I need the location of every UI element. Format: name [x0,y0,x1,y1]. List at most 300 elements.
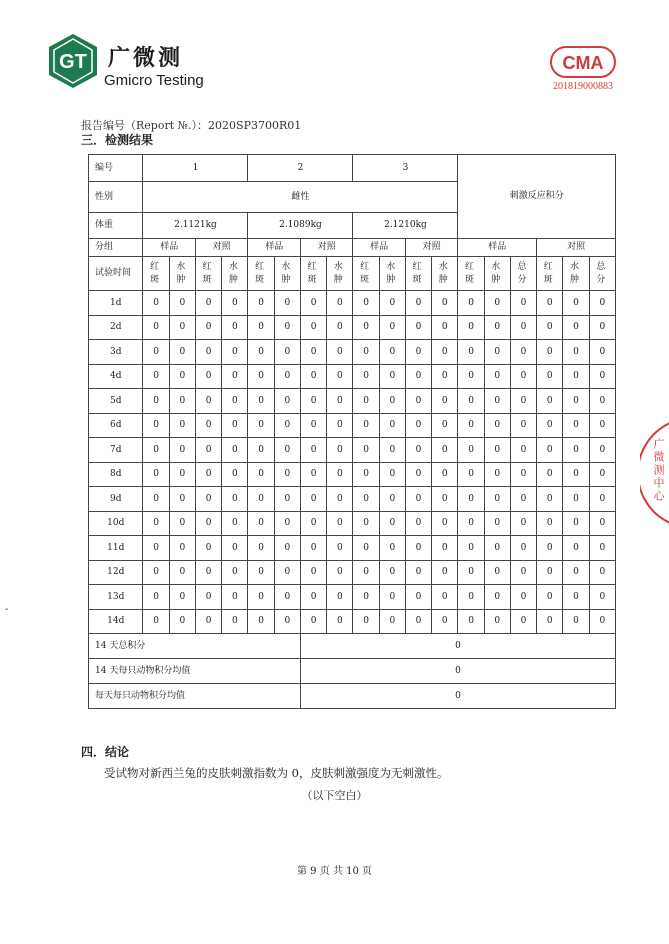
score-cell: 0 [510,585,536,610]
score-cell: 0 [405,364,431,389]
score-cell: 0 [353,315,379,340]
score-cell: 0 [222,389,248,414]
sub-header-erythema: 红斑 [353,257,379,291]
score-cell: 0 [353,511,379,536]
score-cell: 0 [274,609,300,634]
sub-header-erythema: 红斑 [195,257,221,291]
sub-header-total: 总分 [589,257,615,291]
day-label: 13d [89,585,143,610]
score-cell: 0 [537,315,563,340]
score-cell: 0 [510,609,536,634]
score-cell: 0 [589,291,615,316]
score-cell: 0 [432,291,458,316]
score-cell: 0 [510,389,536,414]
score-cell: 0 [248,609,274,634]
score-cell: 0 [589,389,615,414]
score-cell: 0 [195,487,221,512]
score-cell: 0 [248,438,274,463]
table-row [89,487,616,512]
group-sample: 样品 [458,239,537,257]
score-cell: 0 [537,438,563,463]
day-label: 3d [89,340,143,365]
day-label: 2d [89,315,143,340]
score-cell: 0 [510,413,536,438]
score-cell: 0 [537,462,563,487]
score-cell: 0 [484,413,510,438]
score-cell: 0 [379,389,405,414]
score-cell: 0 [484,462,510,487]
score-cell: 0 [143,315,169,340]
score-cell: 0 [405,536,431,561]
table-row [89,340,616,365]
score-cell: 0 [143,389,169,414]
cma-mark [548,44,618,80]
score-cell: 0 [563,291,589,316]
score-cell: 0 [432,487,458,512]
score-cell: 0 [458,364,484,389]
score-cell: 0 [484,609,510,634]
score-cell: 0 [379,315,405,340]
section-title-conclusion: 四．结论 [81,745,130,759]
score-cell: 0 [405,340,431,365]
score-cell: 0 [222,560,248,585]
group-control: 对照 [405,239,458,257]
score-cell: 0 [537,536,563,561]
sex-value: 雌性 [143,182,458,213]
score-cell: 0 [537,511,563,536]
score-cell: 0 [484,364,510,389]
sub-header-edema: 水肿 [169,257,195,291]
score-cell: 0 [484,340,510,365]
score-cell: 0 [353,438,379,463]
score-cell: 0 [222,511,248,536]
sub-header-edema: 水肿 [222,257,248,291]
score-cell: 0 [327,536,353,561]
score-cell: 0 [195,389,221,414]
score-cell: 0 [300,487,326,512]
score-cell: 0 [274,291,300,316]
score-cell: 0 [379,585,405,610]
score-cell: 0 [143,585,169,610]
score-cell: 0 [563,413,589,438]
score-cell: 0 [379,511,405,536]
score-cell: 0 [458,585,484,610]
day-label: 6d [89,413,143,438]
score-cell: 0 [379,413,405,438]
score-cell: 0 [563,315,589,340]
sub-header-edema: 水肿 [379,257,405,291]
score-cell: 0 [327,462,353,487]
score-cell: 0 [195,536,221,561]
score-cell: 0 [537,609,563,634]
score-cell: 0 [589,609,615,634]
score-cell: 0 [458,462,484,487]
score-cell: 0 [405,560,431,585]
score-cell: 0 [510,511,536,536]
score-cell: 0 [248,413,274,438]
score-cell: 0 [353,291,379,316]
score-cell: 0 [563,536,589,561]
score-cell: 0 [274,389,300,414]
score-cell: 0 [300,364,326,389]
score-cell: 0 [405,438,431,463]
score-cell: 0 [143,609,169,634]
score-cell: 0 [300,511,326,536]
score-cell: 0 [379,609,405,634]
score-cell: 0 [222,438,248,463]
sub-header-edema: 水肿 [563,257,589,291]
score-cell: 0 [248,487,274,512]
score-cell: 0 [222,413,248,438]
score-cell: 0 [169,438,195,463]
score-cell: 0 [274,536,300,561]
score-cell: 0 [169,389,195,414]
score-cell: 0 [353,536,379,561]
score-cell: 0 [353,487,379,512]
score-cell: 0 [510,291,536,316]
score-cell: 0 [222,487,248,512]
score-cell: 0 [379,340,405,365]
score-cell: 0 [327,340,353,365]
score-cell: 0 [195,560,221,585]
score-cell: 0 [169,609,195,634]
logo-letters: GT [59,51,87,73]
score-cell: 0 [405,609,431,634]
score-cell: 0 [274,413,300,438]
score-cell: 0 [537,364,563,389]
score-cell: 0 [484,438,510,463]
score-cell: 0 [248,585,274,610]
score-cell: 0 [353,462,379,487]
score-cell: 0 [300,340,326,365]
score-cell: 0 [274,511,300,536]
blank-note: （以下空白） [301,789,368,802]
section-title-results: 三．检测结果 [81,133,154,147]
conclusion-text: 受试物对新西兰兔的皮肤刺激指数为 0，皮肤刺激强度为无刺激性。 [104,766,449,780]
header-sex-label: 性别 [89,182,143,213]
summary-value: 0 [300,634,615,659]
score-cell: 0 [458,438,484,463]
score-cell: 0 [432,364,458,389]
score-cell: 0 [563,585,589,610]
table-row [89,413,616,438]
score-cell: 0 [248,389,274,414]
group-control: 对照 [300,239,353,257]
score-cell: 0 [327,413,353,438]
animal-weight: 2.1210kg [353,213,458,239]
score-cell: 0 [195,438,221,463]
score-cell: 0 [300,291,326,316]
score-cell: 0 [458,315,484,340]
score-cell: 0 [327,560,353,585]
score-cell: 0 [353,609,379,634]
score-cell: 0 [432,438,458,463]
score-cell: 0 [484,389,510,414]
score-cell: 0 [248,560,274,585]
day-label: 14d [89,609,143,634]
animal-weight: 2.1089kg [248,213,353,239]
score-cell: 0 [432,585,458,610]
score-cell: 0 [510,536,536,561]
score-cell: 0 [327,609,353,634]
score-cell: 0 [484,585,510,610]
score-cell: 0 [537,389,563,414]
sub-header-erythema: 红斑 [537,257,563,291]
score-cell: 0 [458,609,484,634]
table-row [89,389,616,414]
score-cell: 0 [143,340,169,365]
score-cell: 0 [222,340,248,365]
animal-id: 1 [143,155,248,182]
score-cell: 0 [589,560,615,585]
score-cell: 0 [379,438,405,463]
score-cell: 0 [405,291,431,316]
score-cell: 0 [274,438,300,463]
score-cell: 0 [169,291,195,316]
score-cell: 0 [248,340,274,365]
score-cell: 0 [274,487,300,512]
score-header: 刺激反应积分 [458,155,616,239]
score-cell: 0 [169,364,195,389]
header-id-label: 编号 [89,155,143,182]
score-cell: 0 [327,438,353,463]
score-cell: 0 [327,511,353,536]
page-number: 第 9 页 共 10 页 [297,866,372,877]
score-cell: 0 [143,438,169,463]
score-cell: 0 [432,340,458,365]
score-cell: 0 [458,389,484,414]
score-cell: 0 [432,511,458,536]
score-cell: 0 [169,413,195,438]
score-cell: 0 [327,585,353,610]
score-cell: 0 [563,462,589,487]
table-row [89,511,616,536]
score-cell: 0 [563,340,589,365]
margin-mark: - [5,604,9,615]
score-cell: 0 [327,389,353,414]
summary-row [89,659,616,684]
score-cell: 0 [274,585,300,610]
score-cell: 0 [484,291,510,316]
score-cell: 0 [379,364,405,389]
score-cell: 0 [432,609,458,634]
group-sample: 样品 [353,239,405,257]
score-cell: 0 [222,536,248,561]
summary-value: 0 [300,684,615,709]
score-cell: 0 [510,364,536,389]
score-cell: 0 [353,364,379,389]
sub-header-edema: 水肿 [484,257,510,291]
score-cell: 0 [222,585,248,610]
score-cell: 0 [589,340,615,365]
group-control: 对照 [537,239,616,257]
score-cell: 0 [510,438,536,463]
group-sample: 样品 [143,239,195,257]
score-cell: 0 [353,389,379,414]
score-cell: 0 [143,536,169,561]
score-cell: 0 [169,315,195,340]
summary-row [89,684,616,709]
score-cell: 0 [589,364,615,389]
score-cell: 0 [222,291,248,316]
score-cell: 0 [300,609,326,634]
group-sample: 样品 [248,239,300,257]
score-cell: 0 [248,511,274,536]
score-cell: 0 [222,462,248,487]
score-cell: 0 [379,462,405,487]
day-label: 5d [89,389,143,414]
score-cell: 0 [589,462,615,487]
score-cell: 0 [510,487,536,512]
sub-header-edema: 水肿 [274,257,300,291]
score-cell: 0 [458,413,484,438]
summary-label: 每天每只动物积分均值 [89,684,301,709]
score-cell: 0 [563,487,589,512]
score-cell: 0 [379,487,405,512]
table-row [89,462,616,487]
table-row [89,560,616,585]
score-cell: 0 [300,585,326,610]
score-cell: 0 [274,364,300,389]
score-cell: 0 [143,560,169,585]
score-cell: 0 [379,291,405,316]
score-cell: 0 [563,511,589,536]
score-cell: 0 [589,315,615,340]
cma-text: CMA [562,53,604,73]
score-cell: 0 [195,315,221,340]
day-label: 4d [89,364,143,389]
day-label: 1d [89,291,143,316]
score-cell: 0 [589,438,615,463]
score-cell: 0 [589,511,615,536]
score-cell: 0 [300,560,326,585]
score-cell: 0 [405,511,431,536]
score-cell: 0 [510,340,536,365]
score-cell: 0 [195,462,221,487]
score-cell: 0 [484,560,510,585]
score-cell: 0 [589,585,615,610]
score-cell: 0 [484,511,510,536]
sub-header-erythema: 红斑 [458,257,484,291]
score-cell: 0 [563,609,589,634]
day-label: 11d [89,536,143,561]
seal-stamp-text: 广微测中心 [652,438,665,503]
score-cell: 0 [169,340,195,365]
score-cell: 0 [563,438,589,463]
score-cell: 0 [589,536,615,561]
score-cell: 0 [169,462,195,487]
score-cell: 0 [169,585,195,610]
score-cell: 0 [589,413,615,438]
score-cell: 0 [327,487,353,512]
score-cell: 0 [537,560,563,585]
day-label: 12d [89,560,143,585]
score-cell: 0 [169,487,195,512]
table-row [89,585,616,610]
table-row [89,609,616,634]
score-cell: 0 [195,585,221,610]
score-cell: 0 [510,315,536,340]
score-cell: 0 [484,315,510,340]
table-row [89,438,616,463]
score-cell: 0 [458,536,484,561]
score-cell: 0 [537,585,563,610]
score-cell: 0 [222,609,248,634]
sub-header-erythema: 红斑 [405,257,431,291]
score-cell: 0 [458,340,484,365]
score-cell: 0 [510,462,536,487]
score-cell: 0 [432,462,458,487]
score-cell: 0 [274,315,300,340]
score-cell: 0 [458,291,484,316]
table-row [89,315,616,340]
score-cell: 0 [248,364,274,389]
score-cell: 0 [169,560,195,585]
score-cell: 0 [327,364,353,389]
animal-weight: 2.1121kg [143,213,248,239]
score-cell: 0 [195,340,221,365]
score-cell: 0 [327,315,353,340]
score-cell: 0 [353,560,379,585]
day-label: 8d [89,462,143,487]
score-cell: 0 [432,560,458,585]
animal-id: 2 [248,155,353,182]
summary-label: 14 天每只动物积分均值 [89,659,301,684]
score-cell: 0 [405,315,431,340]
score-cell: 0 [405,389,431,414]
score-cell: 0 [143,462,169,487]
score-cell: 0 [143,511,169,536]
score-cell: 0 [195,511,221,536]
sub-header-total: 总分 [510,257,536,291]
header-weight-label: 体重 [89,213,143,239]
score-cell: 0 [274,560,300,585]
score-cell: 0 [143,487,169,512]
table-row [89,364,616,389]
score-cell: 0 [195,364,221,389]
report-number: 报告编号（Report №.）：2020SP3700R01 [81,119,302,132]
header-time-label: 试验时间 [89,257,143,291]
day-label: 9d [89,487,143,512]
score-cell: 0 [589,487,615,512]
cma-number: 201819000883 [553,81,613,92]
score-cell: 0 [405,585,431,610]
score-cell: 0 [169,511,195,536]
score-cell: 0 [510,560,536,585]
table-row [89,291,616,316]
score-cell: 0 [300,438,326,463]
group-control: 对照 [195,239,248,257]
table-row [89,536,616,561]
score-cell: 0 [458,487,484,512]
score-cell: 0 [274,340,300,365]
sub-header-erythema: 红斑 [143,257,169,291]
score-cell: 0 [222,315,248,340]
score-cell: 0 [563,364,589,389]
score-cell: 0 [143,364,169,389]
sub-header-erythema: 红斑 [248,257,274,291]
score-cell: 0 [379,560,405,585]
day-label: 10d [89,511,143,536]
score-cell: 0 [248,462,274,487]
score-cell: 0 [537,413,563,438]
score-cell: 0 [563,560,589,585]
score-cell: 0 [353,413,379,438]
score-cell: 0 [432,413,458,438]
score-cell: 0 [432,315,458,340]
score-cell: 0 [405,462,431,487]
summary-label: 14 天总积分 [89,634,301,659]
